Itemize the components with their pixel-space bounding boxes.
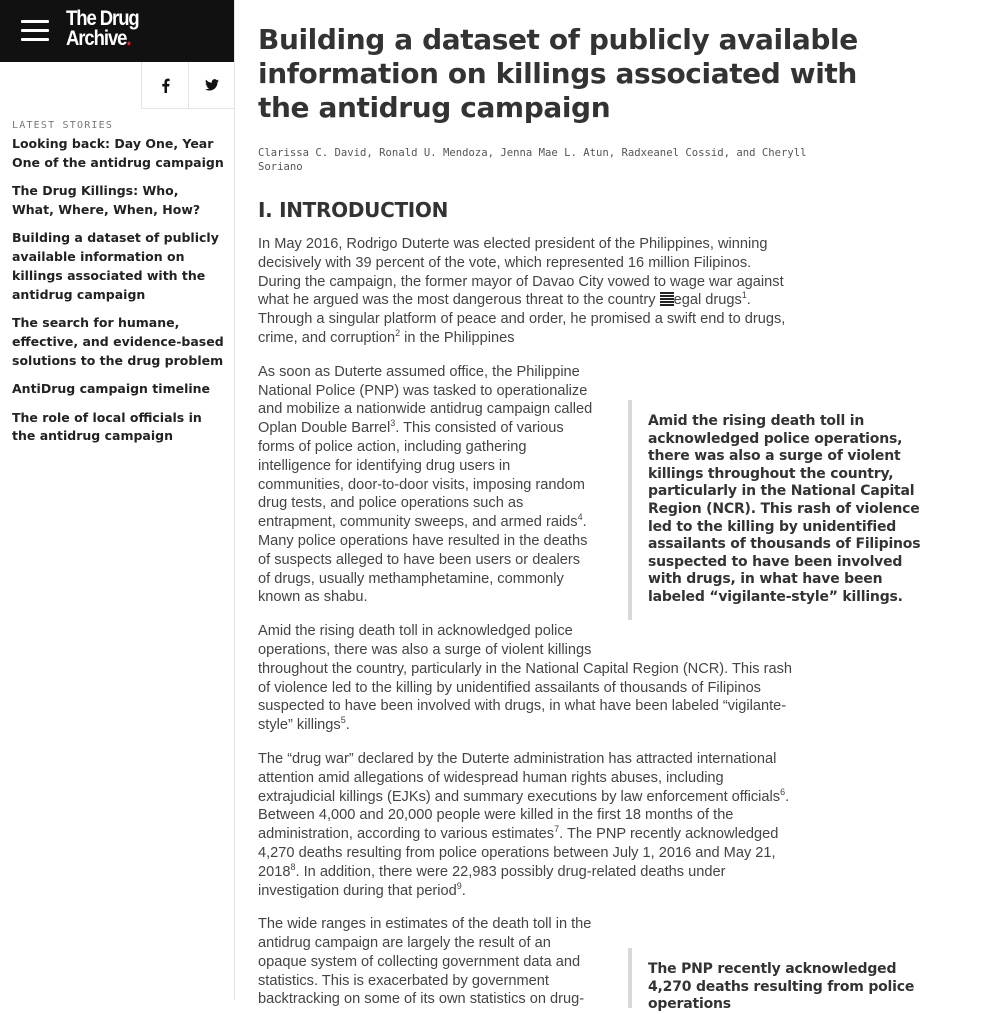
latest-stories-label: LATEST STORIES: [12, 120, 114, 131]
twitter-icon: [205, 79, 219, 91]
logo-dot: .: [126, 27, 131, 50]
footnote-ref[interactable]: 6: [780, 786, 786, 797]
top-bar: [0, 0, 234, 62]
facebook-icon: [161, 78, 170, 93]
twitter-share-button[interactable]: [188, 62, 235, 109]
footnote-ref[interactable]: 8: [290, 861, 296, 872]
logo-line-1: The Drug: [66, 7, 139, 30]
story-link-humane-solutions[interactable]: The search for humane, effective, and evidence-based solutions to the drug problem: [12, 315, 224, 368]
story-link-looking-back[interactable]: Looking back: Day One, Year One of the antidrug campaign: [12, 136, 224, 170]
facebook-share-button[interactable]: [141, 62, 188, 109]
social-share-bar: [141, 62, 235, 109]
pull-quote-1: Amid the rising death toll in acknowledged police operations, there was also a surge of violent killings throughout the country, particularly in the National Capital Region (NCR). This rash of violence led to the killing by unidentified assailants of thousands of Filipinos suspected to have been involved with drugs, in what have been labeled “vigilante-style” killings.: [628, 400, 928, 620]
story-link-drug-killings[interactable]: The Drug Killings: Who, What, Where, When, How?: [12, 183, 201, 217]
latest-stories: [12, 120, 224, 456]
article-authors: Clarissa C. David, Ronald U. Mendoza, Jenna Mae L. Atun, Radxeanel Cossid, and Cheryll Soriano: [258, 147, 807, 173]
footnote-ref[interactable]: 9: [456, 880, 462, 891]
footnote-ref[interactable]: 5: [340, 715, 346, 726]
paragraph-5: The wide ranges in estimates of the death toll in the antidrug campaign are largely the result of an opaque system of collecting government data and statistics. This is exacerbated by government backtracking on some of its own statistics on drug-: [258, 916, 592, 1008]
article-title: Building a dataset of publicly available information on killings associated with the antidrug campaign: [258, 23, 858, 124]
sidebar: [0, 0, 235, 1000]
logo-line-2: Archive: [66, 27, 127, 50]
redaction-mark: [660, 292, 674, 306]
site-logo[interactable]: [66, 9, 139, 49]
paragraph-3: Amid the rising death toll in acknowledged police operations, there was also a surge of violent killings throughout the country, particularly in the National Capital Region (NCR). This rash of violence led to the killing by unidentified assailants of thousands of Filipinos suspected to have been involved with drugs, in what have been labeled “vigilante-style” killings$^5$.: [258, 623, 793, 734]
story-link-building-dataset[interactable]: Building a dataset of publicly available information on killings associated with the antidrug campaign: [12, 230, 219, 302]
footnote-ref[interactable]: 3: [390, 418, 396, 429]
footnote-ref[interactable]: 2: [395, 328, 401, 339]
story-link-local-officials[interactable]: The role of local officials in the antidrug campaign: [12, 409, 202, 444]
footnote-ref[interactable]: 4: [577, 512, 583, 523]
section-heading: I. INTRODUCTION: [258, 198, 449, 222]
paragraph-2: As soon as Duterte assumed office, the Philippine National Police (PNP) was tasked to operationalize and mobilize a nationwide antidrug campaign called Oplan Double Barrel$^3$. This consisted of various forms of police action, including gathering intelligence for identifying drug users in communities, door-to-door visits, imposing random drug tests, and police operations such as entrapment, community sweeps, and armed raids$^4$. Many police operations have resulted in the deaths of suspects alleged to have been users or dealers of drugs, usually methamphetamine, commonly known as shabu.: [258, 363, 593, 606]
footnote-ref[interactable]: 1: [741, 290, 747, 301]
pull-quote-2: The PNP recently acknowledged 4,270 deaths resulting from police operations: [628, 948, 928, 1008]
hamburger-menu-icon[interactable]: [21, 20, 49, 42]
paragraph-1: In May 2016, Rodrigo Duterte was elected president of the Philippines, winning decisively with 39 percent of the vote, which represented 16 million Filipinos. During the campaign, the former mayor of Davao City vowed to wage war against what he argued was the most dangerous threat to the country egal drugs$^1$. Through a singular platform of peace and order, he promised a swift end to drugs, crime, and corruption$^2$ in the Philippines: [258, 236, 786, 346]
story-link-timeline[interactable]: AntiDrug campaign timeline: [12, 381, 211, 397]
paragraph-4: The “drug war” declared by the Duterte administration has attracted international attention amid allegations of widespread human rights abuses, including extrajudicial killings (EJKs) and summary executions by law enforcement officials$^6$. Between 4,000 and 20,000 people were killed in the first 18 months of the administration, according to various estimates$^7$. The PNP recently acknowledged 4,270 deaths resulting from police operations between July 1, 2016 and May 21, 2018$^8$. In addition, there were 22,983 possibly drug-related deaths under investigation during that period$^9$.: [258, 750, 790, 899]
footnote-ref[interactable]: 7: [554, 824, 560, 835]
